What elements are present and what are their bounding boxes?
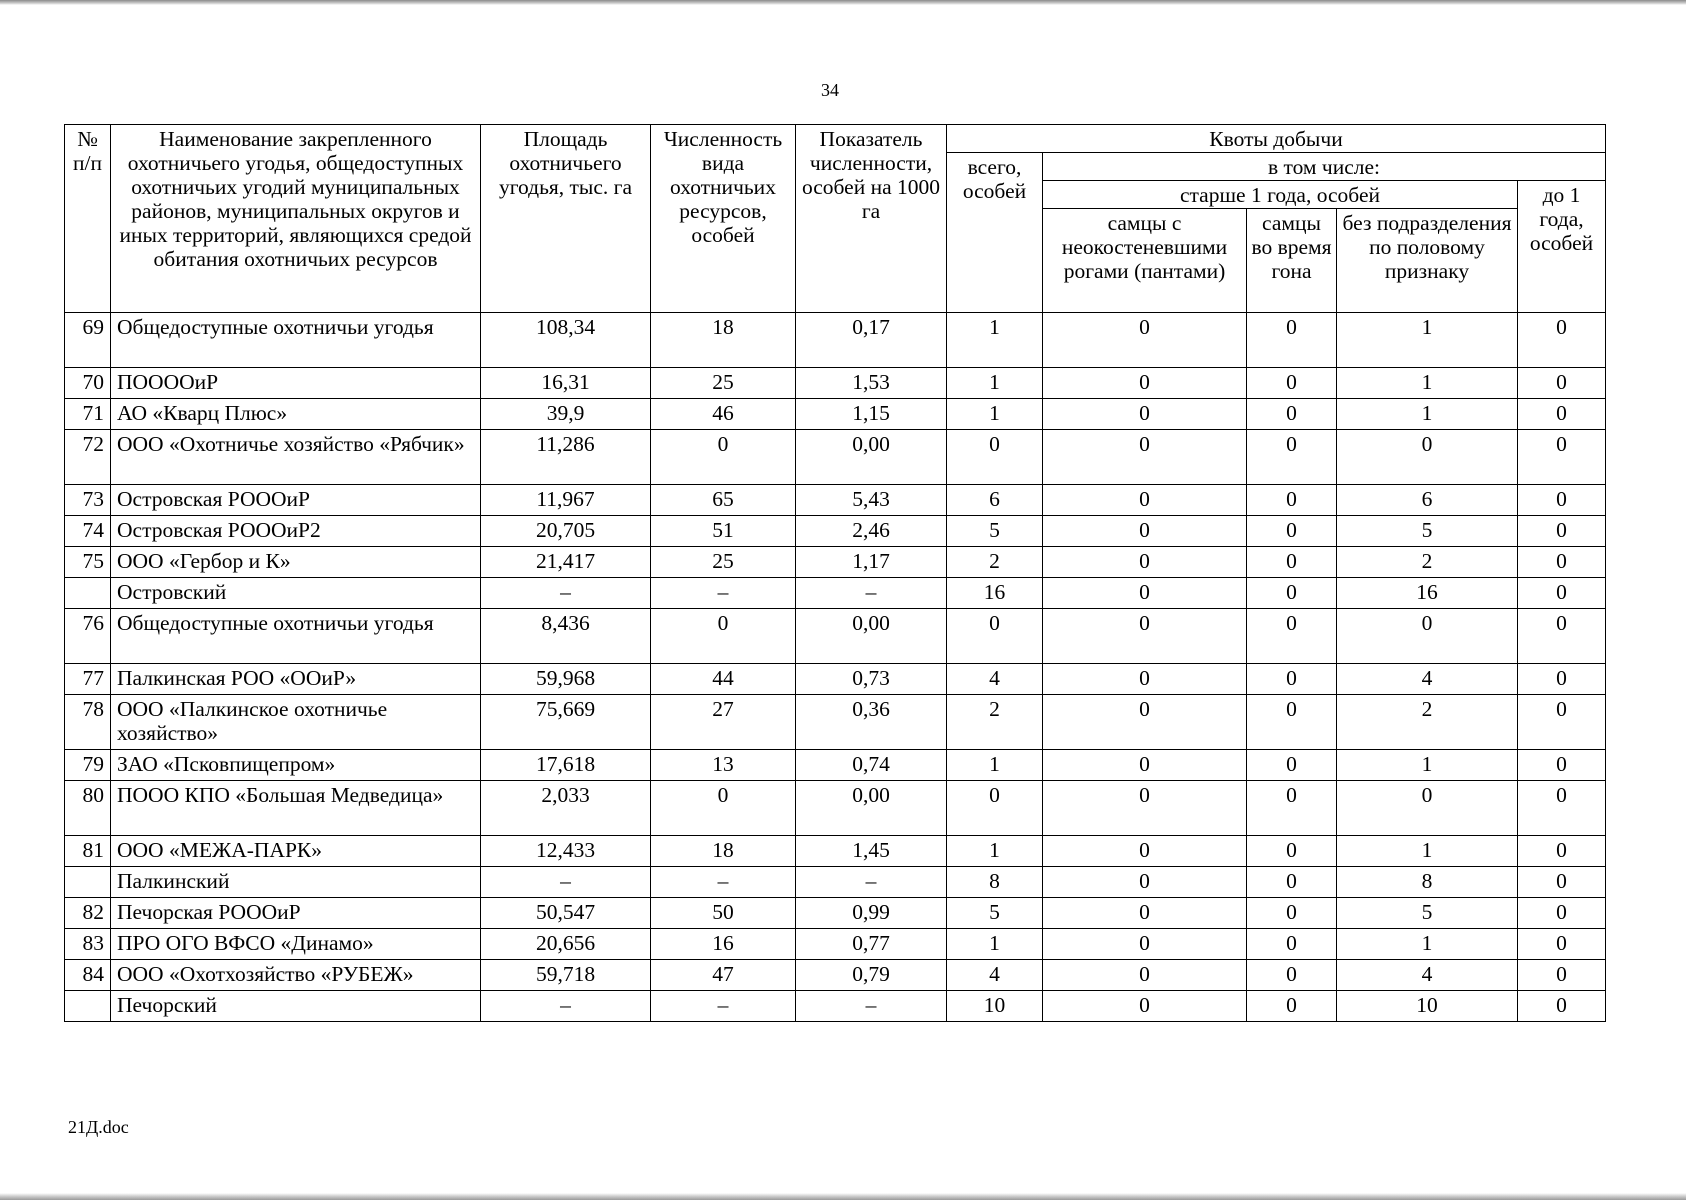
table-row [65,867,1606,898]
header-total: всего, особей [947,153,1043,313]
cell-area: 8,436 [481,609,651,664]
cell-area: 21,417 [481,547,651,578]
cell-num: 78 [65,695,111,750]
cell-num: 84 [65,960,111,991]
footer-filename: 21Д.doc [68,1117,129,1137]
cell-density: 1,45 [796,836,947,867]
cell-density: 1,53 [796,368,947,399]
cell-total: 8 [947,867,1043,898]
cell-count: 46 [651,399,796,430]
table-row [65,960,1606,991]
cell-no-sex: 2 [1337,695,1518,750]
table-row [65,609,1606,664]
cell-males-rut: 0 [1247,664,1337,695]
cell-males-antlers: 0 [1043,960,1247,991]
cell-num [65,578,111,609]
cell-count: 0 [651,781,796,836]
table-row [65,516,1606,547]
cell-total: 1 [947,929,1043,960]
table-row [65,399,1606,430]
cell-area: 11,967 [481,485,651,516]
cell-count: 0 [651,609,796,664]
cell-name: ЗАО «Псковпищепром» [111,750,481,781]
cell-density: 0,00 [796,781,947,836]
cell-num: 81 [65,836,111,867]
cell-total: 2 [947,547,1043,578]
cell-males-antlers: 0 [1043,578,1247,609]
cell-under1: 0 [1518,991,1606,1022]
cell-males-rut: 0 [1247,898,1337,929]
cell-count: 27 [651,695,796,750]
cell-count: 51 [651,516,796,547]
cell-num: 79 [65,750,111,781]
cell-count: – [651,991,796,1022]
cell-males-rut: 0 [1247,516,1337,547]
cell-total: 5 [947,516,1043,547]
cell-area: 12,433 [481,836,651,867]
cell-count: 0 [651,430,796,485]
cell-area: 50,547 [481,898,651,929]
cell-under1: 0 [1518,781,1606,836]
cell-total: 1 [947,368,1043,399]
cell-area: 108,34 [481,313,651,368]
cell-males-antlers: 0 [1043,547,1247,578]
header-under1: до 1 года, особей [1518,181,1606,313]
cell-name: Палкинский [111,867,481,898]
cell-males-rut: 0 [1247,609,1337,664]
table-row [65,313,1606,368]
table-row [65,898,1606,929]
cell-count: 18 [651,313,796,368]
cell-density: 0,17 [796,313,947,368]
cell-males-rut: 0 [1247,313,1337,368]
cell-males-rut: 0 [1247,929,1337,960]
cell-males-rut: 0 [1247,867,1337,898]
cell-under1: 0 [1518,867,1606,898]
cell-total: 6 [947,485,1043,516]
cell-males-antlers: 0 [1043,430,1247,485]
cell-no-sex: 10 [1337,991,1518,1022]
cell-num: 75 [65,547,111,578]
scan-edge-top [0,0,1686,5]
cell-num: 80 [65,781,111,836]
cell-area: 20,705 [481,516,651,547]
cell-males-rut: 0 [1247,399,1337,430]
cell-males-rut: 0 [1247,960,1337,991]
cell-total: 0 [947,609,1043,664]
cell-name: ООО «Гербор и К» [111,547,481,578]
cell-males-rut: 0 [1247,750,1337,781]
table-row [65,547,1606,578]
cell-no-sex: 1 [1337,929,1518,960]
cell-males-rut: 0 [1247,578,1337,609]
cell-under1: 0 [1518,516,1606,547]
cell-males-antlers: 0 [1043,929,1247,960]
cell-density: 0,99 [796,898,947,929]
table-body [65,313,1606,1022]
header-num: № п/п [65,125,111,313]
cell-count: 16 [651,929,796,960]
cell-under1: 0 [1518,547,1606,578]
cell-no-sex: 1 [1337,399,1518,430]
cell-num: 76 [65,609,111,664]
page-number: 34 [821,80,839,100]
cell-count: 50 [651,898,796,929]
header-quotas: Квоты добычи [947,125,1606,153]
cell-males-rut: 0 [1247,836,1337,867]
cell-males-antlers: 0 [1043,898,1247,929]
cell-total: 4 [947,960,1043,991]
cell-name: Печорский [111,991,481,1022]
cell-count: 44 [651,664,796,695]
cell-area: – [481,991,651,1022]
cell-under1: 0 [1518,960,1606,991]
cell-num: 72 [65,430,111,485]
cell-no-sex: 2 [1337,547,1518,578]
cell-under1: 0 [1518,578,1606,609]
cell-males-antlers: 0 [1043,750,1247,781]
table-row [65,929,1606,960]
cell-name: ООО «Охотхозяйство «РУБЕЖ» [111,960,481,991]
cell-no-sex: 8 [1337,867,1518,898]
cell-under1: 0 [1518,368,1606,399]
cell-density: 0,79 [796,960,947,991]
cell-num: 73 [65,485,111,516]
cell-density: 2,46 [796,516,947,547]
cell-total: 5 [947,898,1043,929]
cell-males-antlers: 0 [1043,836,1247,867]
table-row [65,991,1606,1022]
cell-count: 18 [651,836,796,867]
cell-males-rut: 0 [1247,485,1337,516]
cell-num: 74 [65,516,111,547]
cell-males-antlers: 0 [1043,516,1247,547]
cell-no-sex: 4 [1337,664,1518,695]
cell-count: – [651,578,796,609]
table-row [65,485,1606,516]
cell-density: – [796,991,947,1022]
cell-area: 59,718 [481,960,651,991]
cell-no-sex: 0 [1337,430,1518,485]
cell-density: 0,74 [796,750,947,781]
table-header [65,125,1606,313]
cell-num [65,991,111,1022]
cell-name: ООО «МЕЖА-ПАРК» [111,836,481,867]
cell-no-sex: 5 [1337,516,1518,547]
cell-males-antlers: 0 [1043,368,1247,399]
header-area: Площадь охотничьего угодья, тыс. га [481,125,651,313]
cell-name: Островская РОООиР [111,485,481,516]
cell-area: 16,31 [481,368,651,399]
cell-no-sex: 0 [1337,609,1518,664]
table-row [65,368,1606,399]
cell-males-antlers: 0 [1043,781,1247,836]
cell-density: 0,36 [796,695,947,750]
cell-area: – [481,578,651,609]
cell-num: 77 [65,664,111,695]
cell-under1: 0 [1518,609,1606,664]
cell-count: – [651,867,796,898]
header-count: Численность вида охотничьих ресурсов, особей [651,125,796,313]
cell-males-rut: 0 [1247,368,1337,399]
cell-under1: 0 [1518,695,1606,750]
cell-name: ПООООиР [111,368,481,399]
cell-count: 65 [651,485,796,516]
cell-males-antlers: 0 [1043,695,1247,750]
cell-total: 1 [947,836,1043,867]
cell-area: 2,033 [481,781,651,836]
cell-name: Палкинская РОО «ООиР» [111,664,481,695]
cell-name: АО «Кварц Плюс» [111,399,481,430]
cell-males-antlers: 0 [1043,399,1247,430]
cell-no-sex: 16 [1337,578,1518,609]
cell-area: 17,618 [481,750,651,781]
cell-density: – [796,578,947,609]
cell-count: 47 [651,960,796,991]
cell-name: ООО «Палкинское охотничье хозяйство» [111,695,481,750]
cell-area: 75,669 [481,695,651,750]
cell-density: 5,43 [796,485,947,516]
cell-density: 1,15 [796,399,947,430]
cell-name: Общедоступные охотничьи угодья [111,313,481,368]
cell-name: Общедоступные охотничьи угодья [111,609,481,664]
cell-name: Островский [111,578,481,609]
cell-total: 1 [947,313,1043,368]
cell-area: 39,9 [481,399,651,430]
cell-count: 13 [651,750,796,781]
table-row [65,836,1606,867]
cell-density: 0,73 [796,664,947,695]
cell-num: 82 [65,898,111,929]
cell-under1: 0 [1518,664,1606,695]
cell-no-sex: 1 [1337,368,1518,399]
table-row [65,781,1606,836]
cell-count: 25 [651,547,796,578]
cell-count: 25 [651,368,796,399]
header-males-rut: самцы во время гона [1247,209,1337,313]
cell-area: 20,656 [481,929,651,960]
cell-under1: 0 [1518,485,1606,516]
cell-name: Островская РОООиР2 [111,516,481,547]
cell-num: 69 [65,313,111,368]
cell-total: 1 [947,750,1043,781]
cell-area: – [481,867,651,898]
cell-males-rut: 0 [1247,430,1337,485]
cell-area: 59,968 [481,664,651,695]
cell-total: 0 [947,781,1043,836]
cell-total: 1 [947,399,1043,430]
cell-males-rut: 0 [1247,547,1337,578]
cell-males-rut: 0 [1247,781,1337,836]
cell-no-sex: 0 [1337,781,1518,836]
cell-total: 0 [947,430,1043,485]
cell-males-antlers: 0 [1043,313,1247,368]
cell-name: ПООО КПО «Большая Медведица» [111,781,481,836]
cell-under1: 0 [1518,898,1606,929]
cell-under1: 0 [1518,399,1606,430]
cell-num: 83 [65,929,111,960]
cell-males-antlers: 0 [1043,991,1247,1022]
cell-name: Печорская РОООиР [111,898,481,929]
cell-under1: 0 [1518,750,1606,781]
header-name: Наименование закрепленного охотничьего угодья, общедоступных охотничьих угодий муниципальных районов, муниципальных округов и иных территорий, являющихся средой обитания охотничьих ресурсов [111,125,481,313]
table-row [65,430,1606,485]
cell-num [65,867,111,898]
cell-name: ООО «Охотничье хозяйство «Рябчик» [111,430,481,485]
cell-density: 0,00 [796,430,947,485]
cell-total: 2 [947,695,1043,750]
cell-males-rut: 0 [1247,695,1337,750]
cell-males-antlers: 0 [1043,609,1247,664]
scan-edge-bottom [0,1193,1686,1200]
cell-males-rut: 0 [1247,991,1337,1022]
cell-under1: 0 [1518,430,1606,485]
header-density: Показатель численности, особей на 1000 га [796,125,947,313]
cell-males-antlers: 0 [1043,485,1247,516]
cell-under1: 0 [1518,929,1606,960]
cell-no-sex: 1 [1337,313,1518,368]
table-row [65,578,1606,609]
cell-no-sex: 1 [1337,750,1518,781]
cell-area: 11,286 [481,430,651,485]
cell-males-antlers: 0 [1043,867,1247,898]
cell-no-sex: 6 [1337,485,1518,516]
cell-under1: 0 [1518,313,1606,368]
cell-no-sex: 4 [1337,960,1518,991]
header-older: старше 1 года, особей [1043,181,1518,209]
table-row [65,695,1606,750]
cell-density: 1,17 [796,547,947,578]
cell-males-antlers: 0 [1043,664,1247,695]
cell-total: 16 [947,578,1043,609]
header-males-antlers: самцы с неокостеневшими рогами (пантами) [1043,209,1247,313]
cell-density: – [796,867,947,898]
cell-under1: 0 [1518,836,1606,867]
cell-num: 71 [65,399,111,430]
table-row [65,664,1606,695]
header-no-sex: без подразделения по половому признаку [1337,209,1518,313]
header-including: в том числе: [1043,153,1606,181]
table-row [65,750,1606,781]
cell-name: ПРО ОГО ВФСО «Динамо» [111,929,481,960]
cell-no-sex: 5 [1337,898,1518,929]
cell-density: 0,77 [796,929,947,960]
hunting-quota-table [64,124,1606,1022]
cell-num: 70 [65,368,111,399]
cell-no-sex: 1 [1337,836,1518,867]
cell-total: 10 [947,991,1043,1022]
cell-total: 4 [947,664,1043,695]
cell-density: 0,00 [796,609,947,664]
